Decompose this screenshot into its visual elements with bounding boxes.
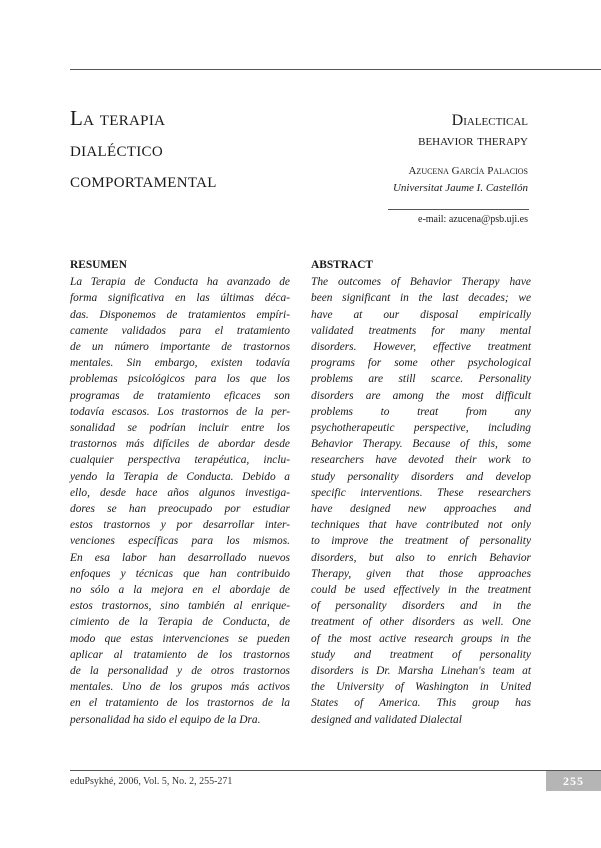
text-line: disorders. However, effective treatment (311, 341, 531, 354)
text-line: study personality disorders and develop (311, 470, 531, 483)
text-line: dores se han preocupado por estudiar (70, 503, 290, 516)
text-line: Behavior Therapy. Because of this, some (311, 438, 531, 451)
text-line: modo que estas intervenciones se pueden (70, 632, 290, 645)
spanish-title-line: La terapia (70, 106, 166, 130)
text-line: programas de tratamiento eficaces son (70, 389, 290, 402)
text-line: problemas psicológicos para los que los (70, 373, 290, 386)
text-line: La Terapia de Conducta ha avanzado de (70, 276, 290, 289)
text-line: Therapy, given that those approaches (311, 567, 531, 580)
author-email[interactable]: e-mail: azucena@psb.uji.es (418, 214, 528, 225)
spanish-title-line: comportamental (70, 168, 217, 192)
text-line: could be used effectively in the treatment (311, 584, 531, 597)
text-line: camente validados para el tratamiento (70, 324, 290, 337)
text-line: En esa labor han desarrollado nuevos (70, 551, 290, 564)
text-line: estos trastornos, sino también al enrique- (70, 600, 290, 613)
footer-rule (70, 770, 601, 771)
text-line: have designed new approaches and (311, 503, 531, 516)
resumen-text (70, 274, 290, 728)
spanish-title (70, 103, 320, 196)
email-rule (388, 209, 529, 210)
text-line: have at our disposal empirically (311, 308, 531, 321)
text-line: disorders is Dr. Marsha Linehan's team at (311, 665, 531, 678)
text-line: yendo la Terapia de Conducta. Debido a (70, 470, 290, 483)
text-line: mentales. Sin embargo, existen todavía (70, 357, 290, 370)
text-line: The outcomes of Behavior Therapy have (311, 276, 531, 289)
english-title (418, 110, 528, 152)
text-line: mentales. Uno de los grupos más activos (70, 681, 290, 694)
text-line: disorders are among the most difficult (311, 389, 531, 402)
resumen-heading: RESUMEN (70, 259, 127, 271)
text-line: of the most active research groups in the (311, 632, 531, 645)
page-number: 255 (546, 771, 601, 791)
abstract-column (311, 257, 531, 728)
text-line: ello, desde hace años algunos investiga- (70, 486, 290, 499)
resumen-column (70, 257, 290, 728)
text-line: sonalidad se podrían incluir entre los (70, 422, 290, 435)
text-line: been significant in the last decades; we (311, 292, 531, 305)
text-line: venciones específicas para los mismos. (70, 535, 290, 548)
author-affiliation: Universitat Jaume I. Castellón (392, 182, 528, 194)
text-line: States of America. This group has (311, 697, 531, 710)
text-line: problems are still scarce. Personality (311, 373, 531, 386)
text-line: techniques that have contributed not only (311, 519, 531, 532)
text-line: todavía escasos. Los trastornos de la per- (70, 405, 290, 418)
abstract-heading: ABSTRACT (311, 259, 374, 271)
text-line: enfoques y técnicas que han contribuido (70, 567, 290, 580)
author-name: Azucena García Palacios (408, 165, 528, 177)
footer-citation: eduPsykhé, 2006, Vol. 5, No. 2, 255-271 (70, 776, 233, 787)
text-line: estos trastornos y por desarrollar inter- (70, 519, 290, 532)
text-line: the University of Washington in United (311, 681, 531, 694)
text-line: psychotherapeutic perspective, including (311, 422, 531, 435)
text-line: de la personalidad y de otros trastornos (70, 665, 290, 678)
text-line: problems to treat from any (311, 405, 531, 418)
text-line: to improve the treatment of personality (311, 535, 531, 548)
text-line: study and treatment of personality (311, 648, 531, 661)
top-rule (70, 69, 601, 70)
spanish-title-line: dialéctico (70, 137, 163, 161)
text-line: specific interventions. These researchers (311, 486, 531, 499)
text-line: personalidad ha sido el equipo de la Dra. (70, 713, 261, 726)
text-line: disorders, but also to enrich Behavior (311, 551, 531, 564)
text-line: forma significativa en las últimas déca- (70, 292, 290, 305)
english-title-line: Dialectical (451, 112, 528, 129)
author-block (393, 163, 528, 197)
abstract-text (311, 274, 531, 728)
text-line: treatment of other disorders as well. One (311, 616, 531, 629)
text-line: das. Disponemos de tratamientos empíri- (70, 308, 290, 321)
text-line: de un número importante de trastornos (70, 341, 290, 354)
text-line: cualquier perspectiva terapéutica, inclu- (70, 454, 290, 467)
text-line: validated treatments for many mental (311, 324, 531, 337)
english-title-line: behavior therapy (418, 133, 528, 149)
text-line: researchers have devoted their work to (311, 454, 531, 467)
text-line: trastornos más difíciles de abordar desde (70, 438, 290, 451)
text-line: aplicar al tratamiento de los trastornos (70, 648, 290, 661)
text-line: designed and validated Dialectal (311, 713, 462, 726)
text-line: programs for some other psychological (311, 357, 531, 370)
text-line: of personality disorders and in the (311, 600, 531, 613)
text-line: no sólo a la mejora en el abordaje de (70, 584, 290, 597)
text-line: cimiento de la Terapia de Conducta, de (70, 616, 290, 629)
text-line: en el tratamiento de los trastornos de la (70, 697, 290, 710)
